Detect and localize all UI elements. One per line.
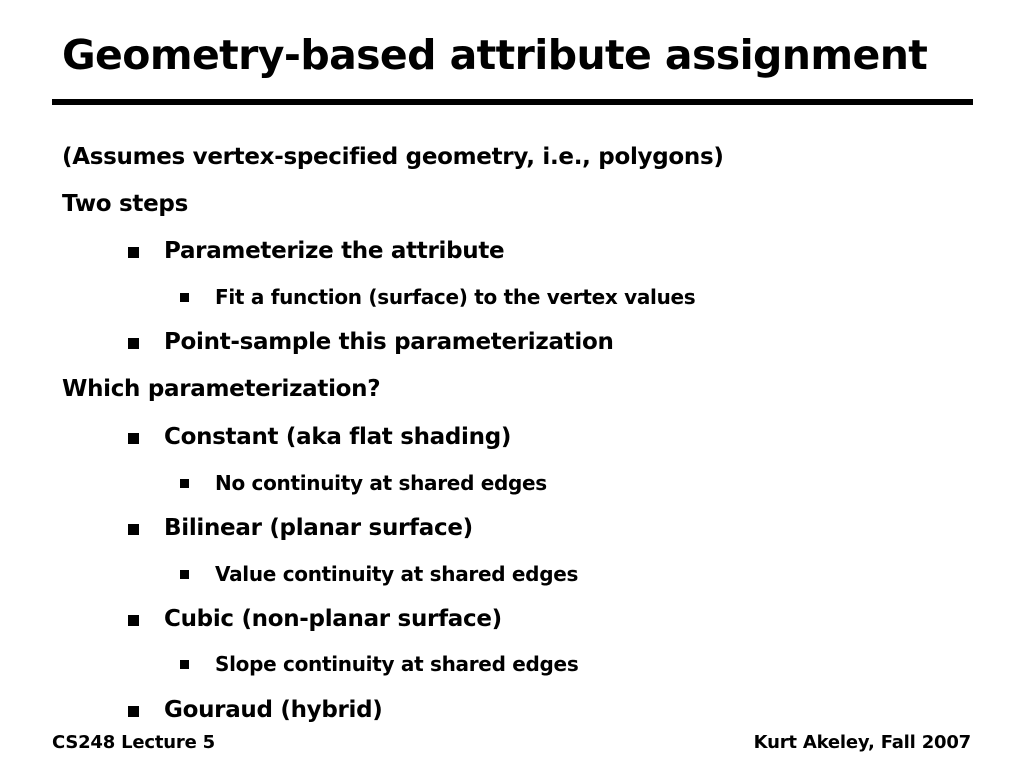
body-line-assumes: (Assumes vertex-specified geometry, i.e., polygons) — [62, 144, 724, 170]
bullet-point-sample: Point-sample this parameterization — [164, 329, 614, 355]
footer-author: Kurt Akeley, Fall 2007 — [753, 732, 971, 753]
subbullet-no-continuity: No continuity at shared edges — [215, 471, 547, 495]
square-bullet-icon — [128, 706, 139, 717]
subbullet-value-continuity: Value continuity at shared edges — [215, 562, 579, 586]
square-bullet-icon — [180, 293, 189, 302]
square-bullet-icon — [180, 479, 189, 488]
bullet-bilinear: Bilinear (planar surface) — [164, 515, 473, 541]
subbullet-fit-function: Fit a function (surface) to the vertex values — [215, 285, 696, 309]
bullet-cubic: Cubic (non-planar surface) — [164, 606, 502, 632]
square-bullet-icon — [180, 570, 189, 579]
body-line-two-steps: Two steps — [62, 191, 188, 217]
square-bullet-icon — [128, 433, 139, 444]
slide-title: Geometry-based attribute assignment — [62, 31, 928, 79]
square-bullet-icon — [180, 660, 189, 669]
square-bullet-icon — [128, 247, 139, 258]
body-line-which: Which parameterization? — [62, 376, 381, 402]
bullet-parameterize: Parameterize the attribute — [164, 238, 505, 264]
footer-course: CS248 Lecture 5 — [52, 732, 215, 753]
subbullet-slope-continuity: Slope continuity at shared edges — [215, 652, 579, 676]
square-bullet-icon — [128, 524, 139, 535]
bullet-gouraud: Gouraud (hybrid) — [164, 697, 383, 723]
square-bullet-icon — [128, 615, 139, 626]
bullet-constant: Constant (aka flat shading) — [164, 424, 512, 450]
square-bullet-icon — [128, 338, 139, 349]
